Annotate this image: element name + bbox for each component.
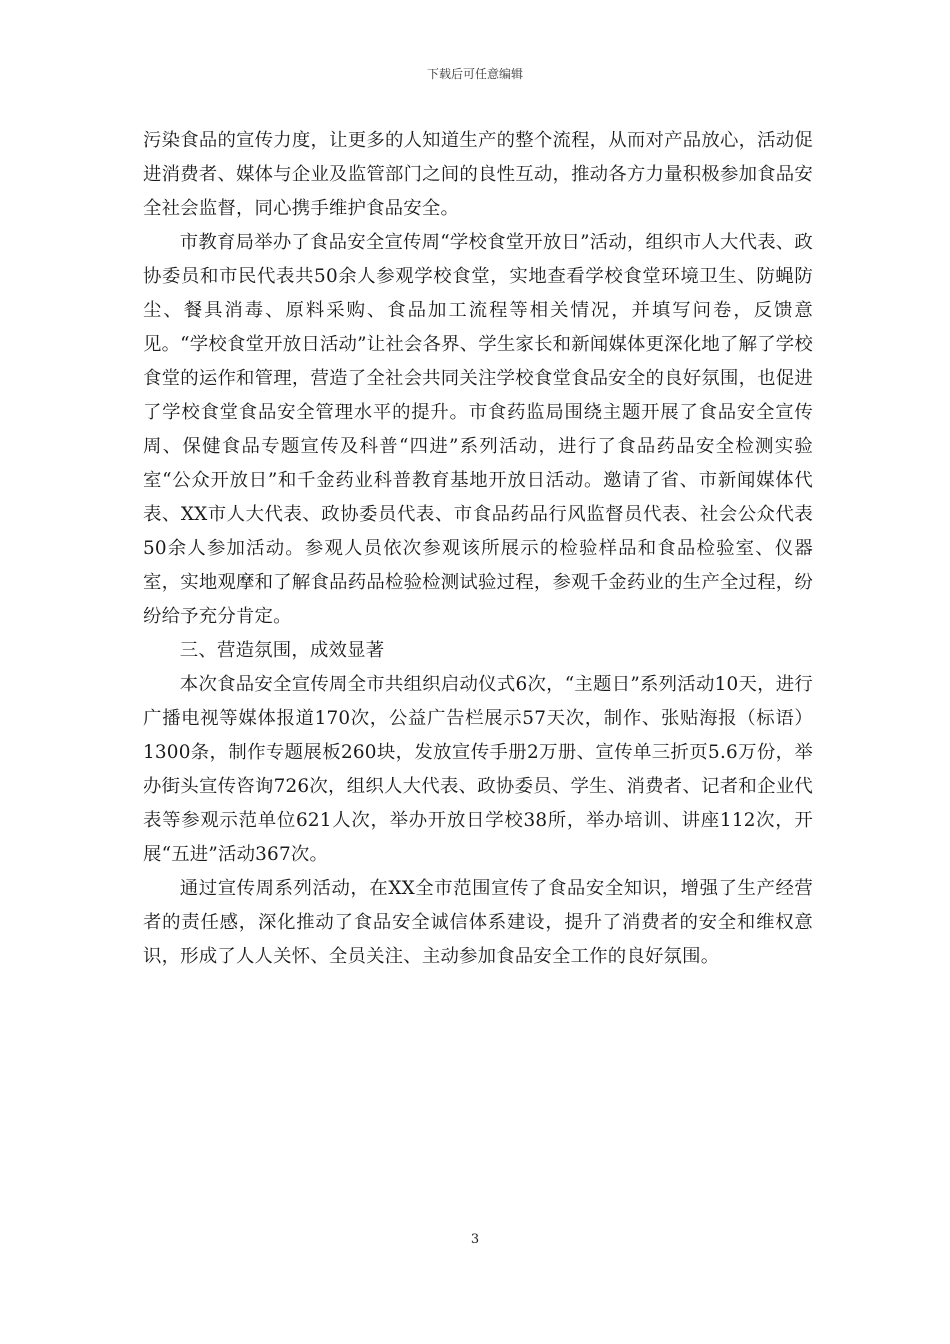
paragraph-1: 污染食品的宣传力度，让更多的人知道生产的整个流程，从而对产品放心，活动促进消费者、媒体与企业及监管部门之间的良性互动，推动各方力量积极参加食品安全社会监督，同心携手维护食品安全。 <box>143 130 813 219</box>
paragraph-4: 通过宣传周系列活动，在XX全市范围宣传了食品安全知识，增强了生产经营者的责任感，深化推动了食品安全诚信体系建设，提升了消费者的安全和维权意识，形成了人人关怀、全员关注、主动参加食品安全工作的良好氛围。 <box>143 878 813 967</box>
paragraph-3: 本次食品安全宣传周全市共组织启动仪式6次，“主题日”系列活动10天，进行广播电视等媒体报道170次，公益广告栏展示57天次，制作、张贴海报（标语）1300条，制作专题展板260块，发放宣传手册2万册、宣传单三折页5.6万份，举办街头宣传咨询726次，组织人大代表、政协委员、学生、消费者、记者和企业代表等参观示范单位621人次，举办开放日学校38所，举办培训、讲座112次，开展“五进”活动367次。 <box>143 674 813 865</box>
page-header: 下载后可任意编辑 <box>426 67 523 81</box>
section-heading: 三、营造氛围，成效显著 <box>179 640 385 661</box>
document-body <box>143 124 813 974</box>
paragraph-2: 市教育局举办了食品安全宣传周“学校食堂开放日”活动，组织市人大代表、政协委员和市民代表共50余人参观学校食堂，实地查看学校食堂环境卫生、防蝇防尘、餐具消毒、原料采购、食品加工流程等相关情况，并填写问卷，反馈意见。“学校食堂开放日活动”让社会各界、学生家长和新闻媒体更深化地了解了学校食堂的运作和管理，营造了全社会共同关注学校食堂食品安全的良好氛围，也促进了学校食堂食品安全管理水平的提升。市食药监局围绕主题开展了食品安全宣传周、保健食品专题宣传及科普“四进”系列活动，进行了食品药品安全检测实验室“公众开放日”和千金药业科普教育基地开放日活动。邀请了省、市新闻媒体代表、XX市人大代表、政协委员代表、市食品药品行风监督员代表、社会公众代表50余人参加活动。参观人员依次参观该所展示的检验样品和食品检验室、仪器室，实地观摩和了解食品药品检验检测试验过程，参观千金药业的生产全过程，纷纷给予充分肯定。 <box>143 232 813 627</box>
page-number: 3 <box>470 1232 480 1247</box>
